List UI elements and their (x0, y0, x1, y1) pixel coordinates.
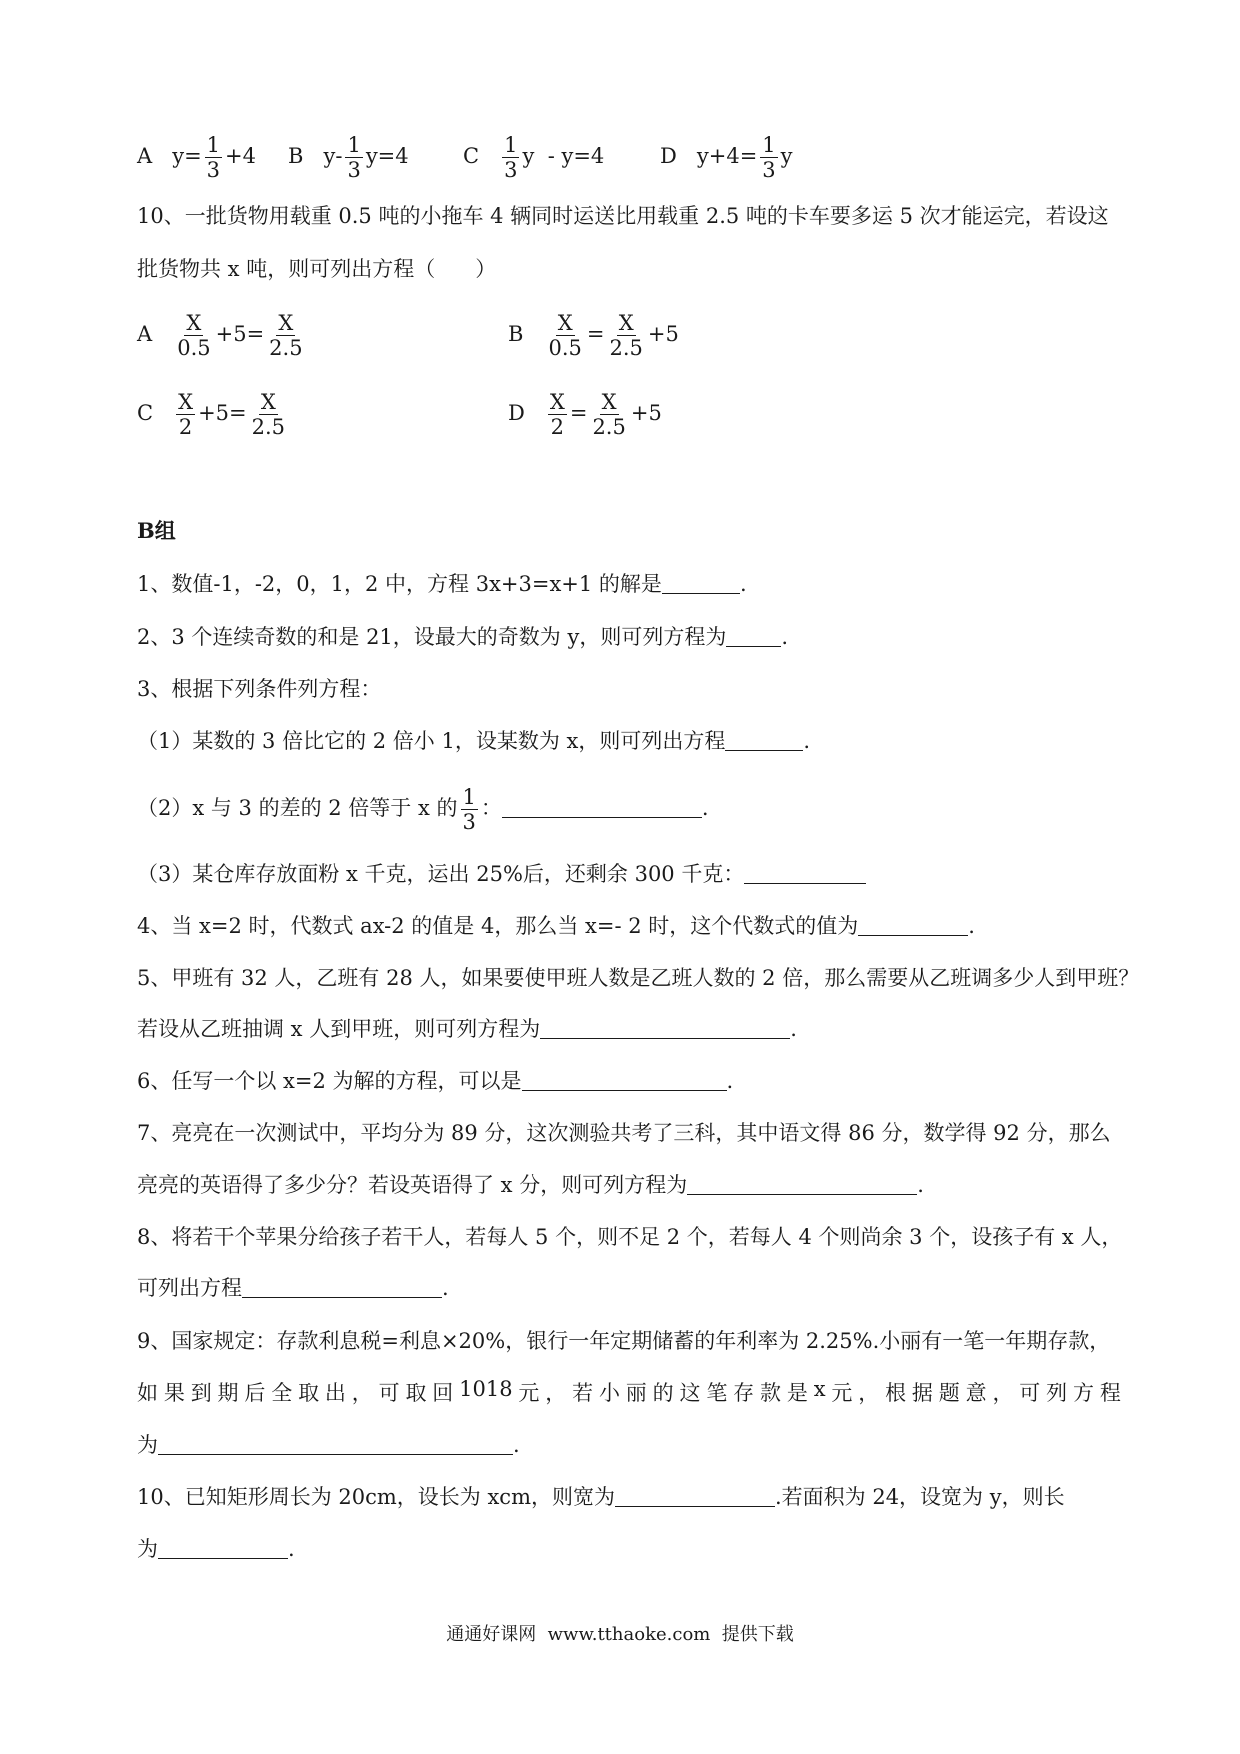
b-q8-line2 (137, 1272, 449, 1302)
b-q9-line2 (137, 1377, 1121, 1407)
answer-blank[interactable] (158, 1538, 288, 1559)
question-end: . (803, 729, 811, 753)
b-q3: 3、根据下列条件列方程： (137, 677, 382, 701)
numerator: 1 (762, 133, 776, 157)
denominator: 2.5 (269, 336, 303, 361)
question-text: ： (480, 796, 502, 821)
page-footer: 通通好课网 www.tthaoke.com 提供下载 (446, 1624, 794, 1645)
word: ， (545, 1381, 567, 1405)
answer-blank[interactable] (858, 915, 968, 936)
word: 据 (911, 1381, 933, 1405)
b-q7-line2 (137, 1169, 924, 1199)
section-heading: B组 (137, 518, 176, 543)
word: 若 (572, 1381, 594, 1405)
option-letter: C (137, 401, 154, 426)
answer-blank[interactable] (662, 573, 740, 594)
question-end: . (968, 914, 975, 938)
word: 元 (518, 1381, 540, 1405)
option-letter: D (508, 401, 525, 426)
option-text: y (780, 144, 793, 169)
answer-blank[interactable] (540, 1018, 790, 1039)
denominator: 3 (347, 158, 361, 183)
question-text: 1、数值-1，-2，0，1，2 中，方程 3x+3=x+1 的解是 (137, 572, 662, 596)
option-text: y=4 (365, 144, 409, 169)
q10-line2: 批货物共 x 吨，则可列出方程（ ） (137, 257, 497, 281)
answer-blank[interactable] (502, 797, 702, 818)
q10-option-b (508, 312, 679, 359)
denominator: 3 (504, 158, 518, 183)
word: 列 (1046, 1381, 1068, 1405)
word: 意 (965, 1381, 987, 1405)
word: 的 (652, 1381, 674, 1405)
option-text: = (586, 322, 605, 347)
word: 是 (786, 1381, 808, 1405)
question-end: . (701, 796, 709, 821)
word: 出 (324, 1381, 346, 1405)
denominator: 3 (206, 158, 221, 183)
word: x (813, 1377, 826, 1401)
denominator: 3 (762, 158, 776, 183)
word: 元 (831, 1381, 853, 1405)
fraction (205, 134, 222, 181)
denominator: 2 (550, 415, 565, 440)
word: 笔 (706, 1381, 728, 1405)
question-end: . (781, 625, 789, 649)
fraction (502, 134, 519, 181)
question-text: 为 (137, 1433, 158, 1457)
numerator: X (278, 311, 294, 335)
question-text: 若设从乙班抽调 x 人到甲班，则可列方程为 (137, 1017, 541, 1041)
answer-blank[interactable] (242, 1277, 442, 1298)
option-letter: B (508, 322, 524, 347)
fraction (548, 391, 567, 438)
answer-blank[interactable] (744, 863, 866, 884)
word: ， (351, 1381, 373, 1405)
b-q10-line1 (137, 1481, 1065, 1511)
q10-line1: 10、一批货物用载重 0.5 吨的小拖车 4 辆同时运送比用载重 2.5 吨的卡车要多运 5 次才能运完，若设这 (137, 204, 1109, 228)
question-text: 4、当 x=2 时，代数式 ax-2 的值是 4，那么当 x=- 2 时，这个代数式的值为 (137, 914, 859, 938)
option-text: y- (323, 144, 343, 169)
word: 可 (378, 1381, 400, 1405)
numerator: X (557, 311, 573, 335)
fraction (461, 786, 478, 833)
word: 1018 (459, 1377, 513, 1401)
word: 方 (1072, 1381, 1094, 1405)
answer-blank[interactable] (687, 1174, 917, 1195)
b-q9-line1: 9、国家规定：存款利息税=利息×20%，银行一年定期储蓄的年利率为 2.25%.小丽有一笔一年期存款， (137, 1329, 1111, 1353)
b-q10-line2 (137, 1533, 295, 1563)
question-text: 为 (137, 1537, 158, 1561)
word: 款 (760, 1381, 782, 1405)
q10-option-c (137, 391, 290, 438)
b-q3-1 (137, 725, 810, 755)
numerator: X (618, 311, 634, 335)
word: ， (992, 1381, 1014, 1405)
word: 如 (137, 1381, 158, 1405)
denominator: 0.5 (548, 336, 582, 361)
word: ， (858, 1381, 880, 1405)
answer-blank[interactable] (615, 1486, 775, 1507)
b-q6 (137, 1065, 733, 1095)
b-q9-line3 (137, 1429, 520, 1459)
option-text: +5= (198, 401, 247, 426)
denominator: 2.5 (609, 336, 643, 361)
question-end: . (790, 1017, 797, 1041)
q10-option-d (508, 391, 662, 438)
word: 取 (298, 1381, 320, 1405)
question-text: 10、已知矩形周长为 20cm，设长为 xcm，则宽为 (137, 1485, 615, 1509)
b-q1 (137, 568, 747, 598)
question-end: . (739, 572, 747, 596)
q9-option-b (288, 134, 409, 181)
b-q3-3 (137, 858, 866, 888)
option-text: y+4= (696, 144, 758, 169)
question-text: 可列出方程 (137, 1276, 242, 1300)
b-q5-line1: 5、甲班有 32 人，乙班有 28 人，如果要使甲班人数是乙班人数的 2 倍，那么需要从乙班调多少人到甲班？ (137, 966, 1140, 990)
question-end: . (726, 1069, 734, 1093)
b-q8-line1: 8、将若干个苹果分给孩子若干人，若每人 5 个，则不足 2 个，若每人 4 个则尚余 3 个，设孩子有 x 人， (137, 1225, 1123, 1249)
question-text: 2、3 个连续奇数的和是 21，设最大的奇数为 y，则可列方程为 (137, 625, 727, 649)
numerator: 1 (206, 133, 221, 157)
question-text: （1）某数的 3 倍比它的 2 倍小 1，设某数为 x，则可列出方程 (137, 729, 726, 753)
fraction (760, 134, 777, 181)
option-letter: C (463, 144, 480, 169)
word: 小 (598, 1381, 620, 1405)
denominator: 3 (462, 810, 476, 835)
fraction (175, 312, 212, 359)
answer-blank[interactable] (725, 730, 803, 751)
numerator: 1 (347, 133, 361, 157)
b-q3-2 (137, 786, 709, 833)
question-end: . (513, 1433, 520, 1457)
word: 回 (432, 1381, 454, 1405)
numerator: 1 (504, 133, 518, 157)
word: 根 (885, 1381, 907, 1405)
fraction (176, 391, 195, 438)
option-text: +5= (215, 322, 265, 347)
word: 取 (405, 1381, 427, 1405)
q9-option-a (137, 134, 256, 181)
fraction (267, 312, 304, 359)
option-letter: B (288, 144, 304, 169)
denominator: 0.5 (177, 336, 211, 361)
b-q4 (137, 910, 975, 940)
fraction (590, 391, 627, 438)
numerator: X (186, 311, 202, 335)
word: 到 (190, 1381, 212, 1405)
b-q7-line1: 7、亮亮在一次测试中，平均分为 89 分，这次测验共考了三科，其中语文得 86 分，数学得 92 分，那么 (137, 1121, 1111, 1145)
question-end: . (442, 1276, 449, 1300)
question-text: .若面积为 24，设宽为 y，则长 (774, 1485, 1065, 1509)
word: 全 (271, 1381, 293, 1405)
option-letter: A (137, 322, 153, 347)
question-text: 亮亮的英语得了多少分？若设英语得了 x 分，则可列方程为 (137, 1173, 688, 1197)
question-text: （3）某仓库存放面粉 x 千克，运出 25%后，还剩余 300 千克： (137, 862, 745, 886)
answer-blank[interactable] (158, 1434, 513, 1455)
answer-blank[interactable] (726, 626, 781, 647)
word: 存 (733, 1381, 755, 1405)
word: 程 (1099, 1381, 1121, 1405)
word: 题 (938, 1381, 960, 1405)
fraction (607, 312, 644, 359)
numerator: X (178, 390, 194, 414)
option-text: +5 (630, 401, 662, 426)
question-end: . (288, 1537, 295, 1561)
q9-option-d (660, 134, 793, 181)
numerator: 1 (462, 785, 476, 809)
word: 后 (244, 1381, 266, 1405)
numerator: X (260, 390, 276, 414)
word: 丽 (625, 1381, 647, 1405)
numerator: X (601, 390, 617, 414)
option-letter: A (137, 144, 153, 169)
numerator: X (549, 390, 565, 414)
word: 果 (163, 1381, 185, 1405)
q10-option-a (137, 312, 308, 359)
denominator: 2 (178, 415, 193, 440)
option-text: +4 (225, 144, 257, 169)
denominator: 2.5 (251, 415, 286, 440)
question-end: . (917, 1173, 924, 1197)
option-letter: D (660, 144, 677, 169)
denominator: 2.5 (592, 415, 626, 440)
question-text: 6、任写一个以 x=2 为解的方程，可以是 (137, 1069, 522, 1093)
b-q2 (137, 621, 788, 651)
fraction (250, 391, 287, 438)
b-q5-line2 (137, 1013, 797, 1043)
answer-blank[interactable] (522, 1070, 727, 1091)
option-text: y - y=4 (522, 144, 605, 169)
question-text: （2）x 与 3 的差的 2 倍等于 x 的 (137, 796, 458, 821)
option-text: y= (172, 144, 202, 169)
q9-option-c (463, 134, 604, 181)
word: 可 (1019, 1381, 1041, 1405)
option-text: = (569, 401, 588, 426)
option-text: +5 (647, 322, 679, 347)
fraction (345, 134, 362, 181)
word: 期 (217, 1381, 239, 1405)
word: 这 (679, 1381, 701, 1405)
fraction (546, 312, 583, 359)
